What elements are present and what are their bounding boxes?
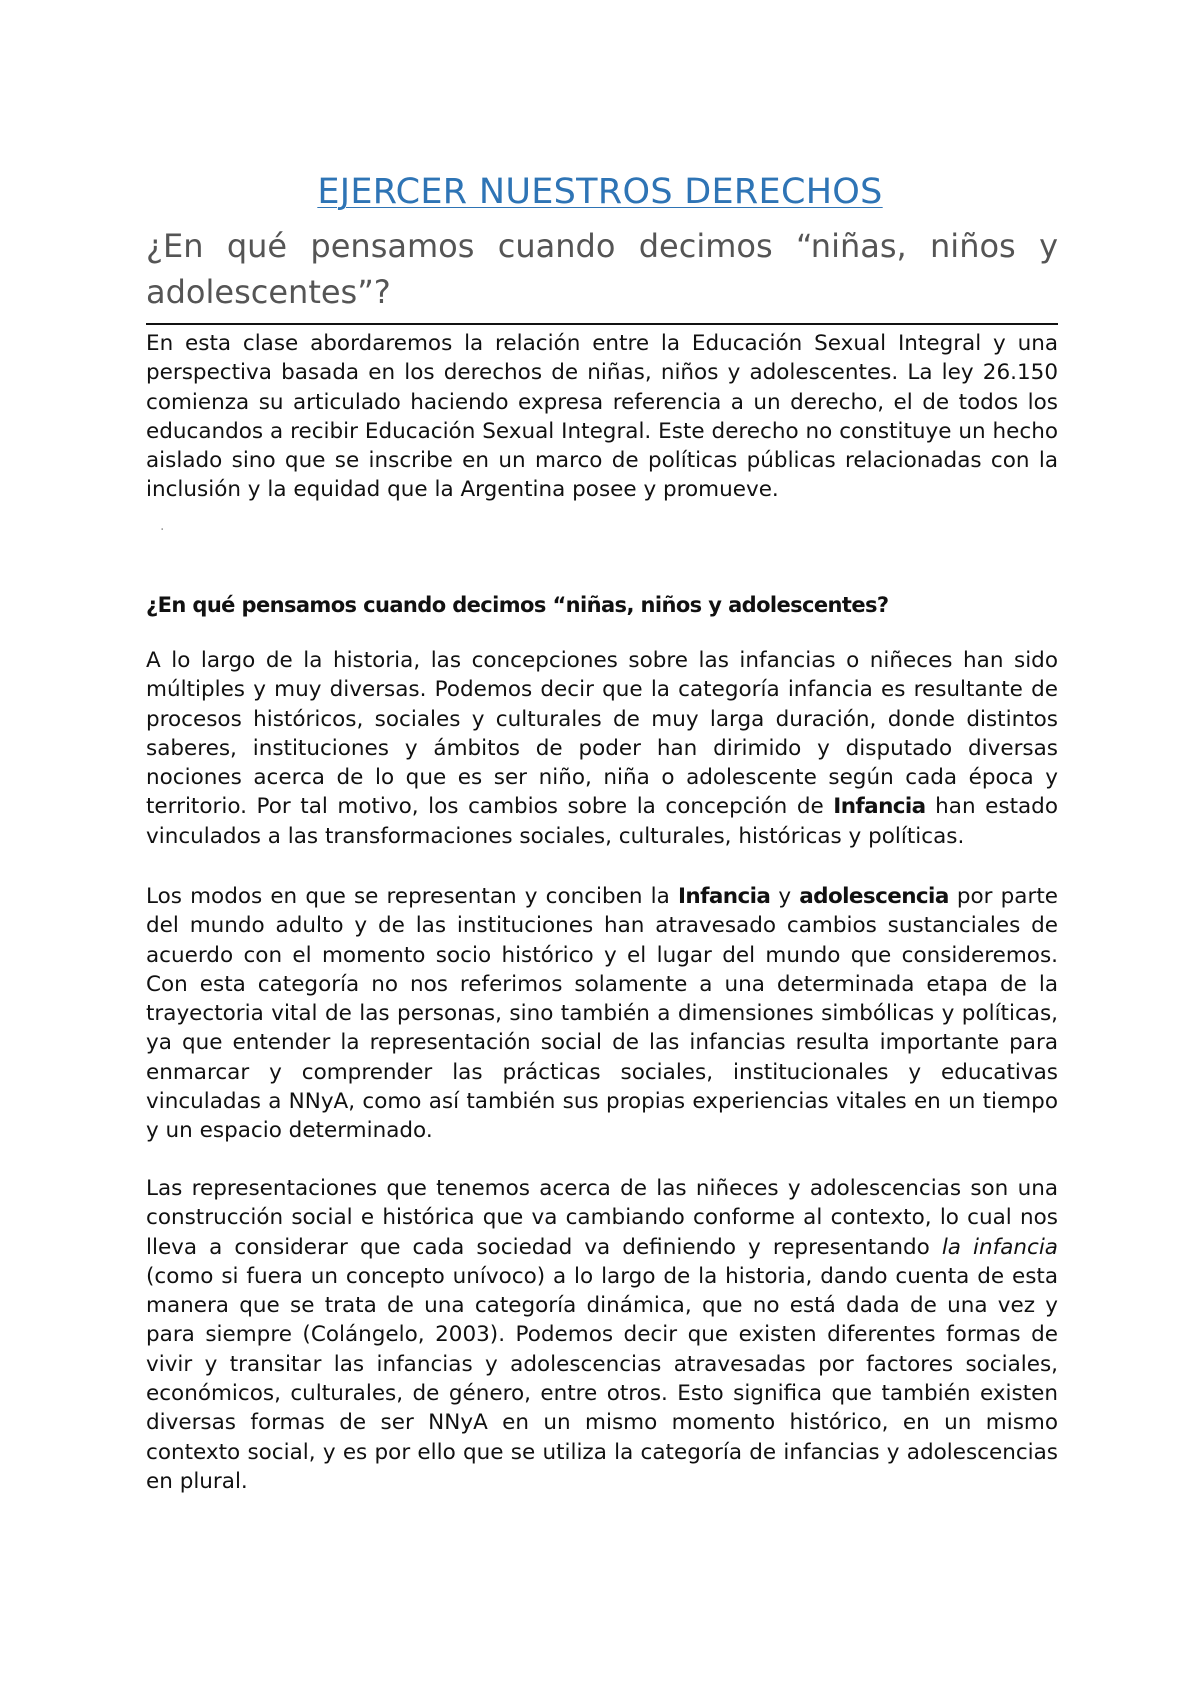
subtitle-divider — [146, 323, 1058, 325]
bold-term: Infancia — [833, 794, 926, 820]
paragraph-text: han estado vinculados a las transformaciones sociales, culturales, históricas y políticas. — [146, 794, 1058, 849]
stray-mark: · — [160, 522, 165, 538]
italic-term: la infancia — [941, 1234, 1058, 1260]
document-title: EJERCER NUESTROS DERECHOS — [317, 172, 883, 212]
intro-paragraph: En esta clase abordaremos la relación entre la Educación Sexual Integral y una perspectiva basada en los derechos de niñas, niños y adolescentes. La ley 26.150 comienza su articulado haciendo expresa referencia a un derecho, el de todos los educandos a recibir Educación Sexual Integral. Este derecho no constituye un hecho aislado sino que se inscribe en un marco de políticas públicas relacionadas con la inclusión y la equidad que la Argentina posee y promueve. — [146, 331, 1058, 503]
document-subtitle: ¿En qué pensamos cuando decimos “niñas, niños y adolescentes”? — [146, 227, 1058, 311]
paragraph-text: (como si fuera un concepto unívoco) a lo largo de la historia, dando cuenta de esta manera que se trata de una categoría dinámica, que no está dada de una vez y para siempre (Colángelo, 2003). Podemos decir que existen diferentes formas de vivir y transitar las infancias y adolescencias atravesadas por factores sociales, económicos, culturales, de género, entre otros. Esto significa que también existen diversas formas de ser NNyA en un mismo momento histórico, en un mismo contexto social, y es por ello que se utiliza la categoría de infancias y adolescencias en plural. — [146, 1263, 1058, 1494]
paragraph-text: Los modos en que se representan y conciben la — [146, 884, 678, 909]
section-heading: ¿En qué pensamos cuando decimos “niñas, niños y adolescentes? — [146, 593, 889, 617]
bold-term: adolescencia — [799, 884, 949, 909]
paragraph-text: y — [770, 884, 800, 909]
paragraph-text: Las representaciones que tenemos acerca de las niñeces y adolescencias son una construcción social e histórica que va cambiando conforme al contexto, lo cual nos lleva a considerar que cada sociedad va definiendo y representando — [146, 1176, 1058, 1260]
paragraph-text: A lo largo de la historia, las concepciones sobre las infancias o niñeces han sido múltiples y muy diversas. Podemos decir que la categoría infancia es resultante de procesos históricos, sociales y culturales de muy larga duración, donde distintos saberes, instituciones y ámbitos de poder han dirimido y disputado diversas nociones acerca de lo que es ser niño, niña o adolescente según cada época y territorio. Por tal motivo, los cambios sobre la concepción de — [146, 648, 1058, 820]
paragraph-text: por parte del mundo adulto y de las instituciones han atravesado cambios sustanciales de acuerdo con el momento socio histórico y el lugar del mundo que consideremos. Con esta categoría no nos referimos solamente a una determinada etapa de la trayectoria vital de las personas, sino también a dimensiones simbólicas y políticas, ya que entender la representación social de las infancias resulta importante para enmarcar y comprender las prácticas sociales, institucionales y educativas vinculadas a NNyA, como así también sus propias experiencias vitales en un tiempo y un espacio determinado. — [146, 884, 1058, 1144]
paragraph-infancias-history — [146, 646, 1058, 851]
bold-term: Infancia — [677, 884, 771, 909]
paragraph-social-construction — [146, 1174, 1058, 1496]
paragraph-representations — [146, 882, 1058, 1146]
